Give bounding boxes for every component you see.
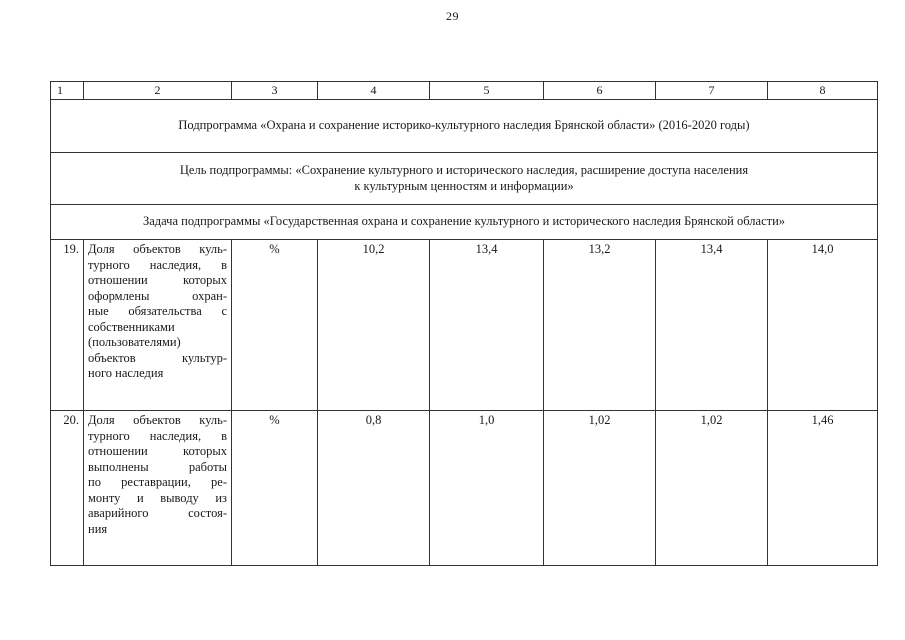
unit-cell: %	[232, 240, 318, 411]
indicator-name-line: (пользователями)	[88, 335, 181, 349]
column-number: 8	[768, 82, 878, 100]
value-cell: 1,46	[768, 411, 878, 566]
indicators-table	[50, 81, 878, 566]
subprogram-goal-cell	[51, 153, 878, 205]
column-number: 3	[232, 82, 318, 100]
value-cell: 1,02	[544, 411, 656, 566]
indicator-name-line: отношении которых	[88, 273, 227, 287]
indicator-name-line: Доля объектов куль-	[88, 413, 227, 427]
indicator-name-line: ного наследия	[88, 366, 164, 380]
value-cell: 1,02	[656, 411, 768, 566]
indicator-name-line: аварийного состоя-	[88, 506, 227, 520]
column-number: 2	[84, 82, 232, 100]
indicator-name-line: Доля объектов куль-	[88, 242, 227, 256]
table-row	[51, 240, 878, 411]
subprogram-goal-line: Цель подпрограммы: «Сохранение культурного и исторического наследия, расширение доступа населения	[179, 163, 749, 177]
indicator-name-line: выполнены работы	[88, 459, 227, 474]
value-cell: 13,4	[430, 240, 544, 411]
table-row	[51, 411, 878, 566]
indicator-name-line: ные обязательства с	[88, 304, 227, 318]
row-number: 19.	[51, 240, 84, 411]
indicator-name-line: турного наследия, в	[88, 428, 227, 443]
indicator-name-line: по реставрации, ре-	[88, 475, 227, 489]
subprogram-task: Задача подпрограммы «Государственная охрана и сохранение культурного и исторического наследия Брянской области»	[142, 214, 786, 229]
column-number-row	[51, 82, 878, 100]
indicator-name	[84, 240, 232, 411]
subprogram-title-row	[51, 100, 878, 153]
indicator-name-line: объектов культур-	[88, 350, 227, 365]
subprogram-task-row	[51, 205, 878, 240]
indicator-name-line: оформлены охран-	[88, 288, 227, 303]
subprogram-title: Подпрограмма «Охрана и сохранение историко-культурного наследия Брянской области» (2016-2020 годы)	[178, 118, 750, 133]
column-number: 4	[318, 82, 430, 100]
value-cell: 10,2	[318, 240, 430, 411]
indicator-name-line: турного наследия, в	[88, 257, 227, 272]
value-cell: 13,4	[656, 240, 768, 411]
column-number: 1	[51, 82, 84, 100]
subprogram-title-cell	[51, 100, 878, 153]
value-cell: 13,2	[544, 240, 656, 411]
column-number: 6	[544, 82, 656, 100]
value-cell: 0,8	[318, 411, 430, 566]
row-number: 20.	[51, 411, 84, 566]
subprogram-goal-row	[51, 153, 878, 205]
page-number: 29	[446, 9, 459, 23]
column-number: 5	[430, 82, 544, 100]
indicator-name-line: монту и выводу из	[88, 490, 227, 505]
indicator-name-line: ния	[88, 521, 108, 536]
indicator-name-line: отношении которых	[88, 444, 227, 458]
value-cell: 1,0	[430, 411, 544, 566]
subprogram-goal-line: к культурным ценностям и информации»	[354, 178, 574, 193]
indicator-name	[84, 411, 232, 566]
unit-cell: %	[232, 411, 318, 566]
column-number: 7	[656, 82, 768, 100]
subprogram-task-cell	[51, 205, 878, 240]
indicator-name-line: собственниками	[88, 319, 175, 334]
value-cell: 14,0	[768, 240, 878, 411]
